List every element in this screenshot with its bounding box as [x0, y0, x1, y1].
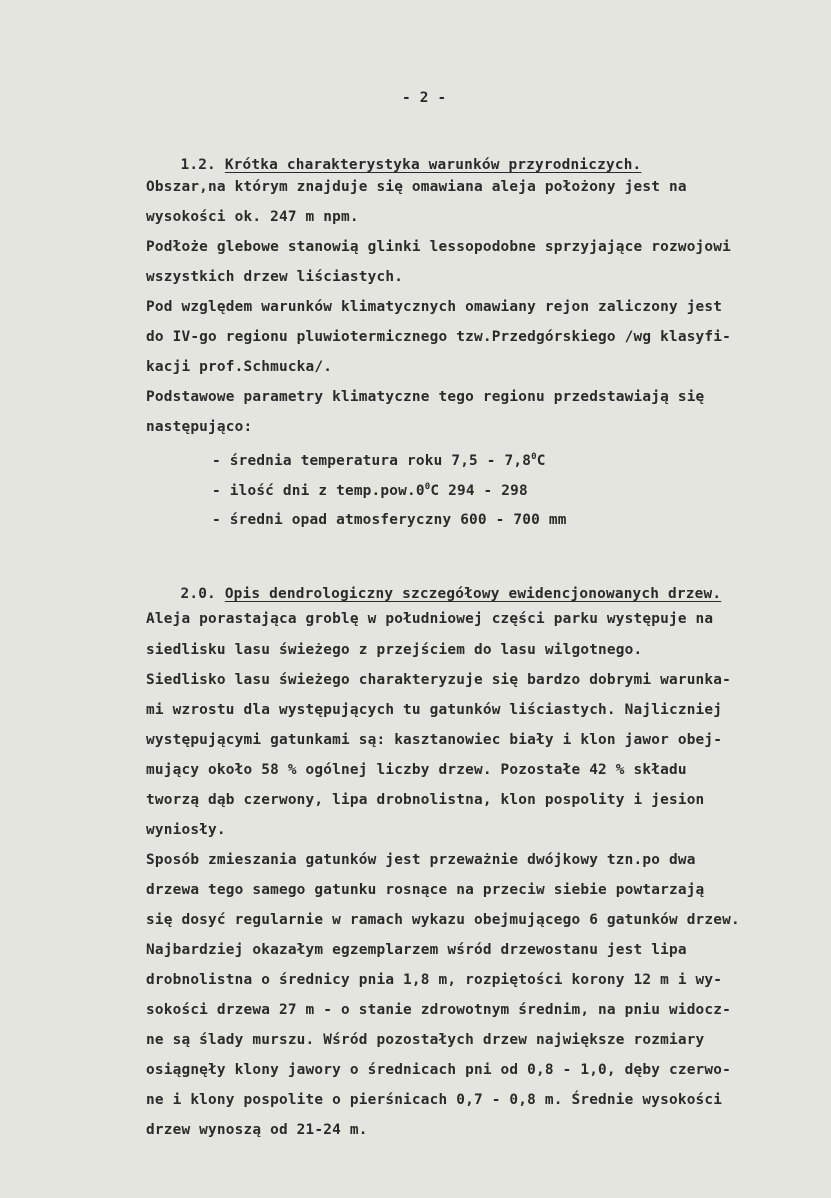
paragraph-line: Podłoże glebowe stanowią glinki lessopodobne sprzyjające rozwojowi: [146, 239, 732, 255]
paragraph-line: sokości drzewa 27 m - o stanie zdrowotnym średnim, na pniu widocz-: [146, 1002, 732, 1018]
section-number: 1.2.: [180, 157, 216, 174]
paragraph-line: wysokości ok. 247 m npm.: [146, 209, 359, 225]
section-heading: [145, 573, 721, 616]
paragraph-line: następująco:: [146, 419, 253, 435]
paragraph-line: wszystkich drzew liściastych.: [146, 269, 404, 285]
paragraph-line: tworzą dąb czerwony, lipa drobnolistna, klon pospolity i jesion: [146, 792, 705, 808]
page-number: - 2 -: [402, 90, 447, 106]
paragraph-line: siedlisku lasu świeżego z przejściem do lasu wilgotnego.: [146, 642, 643, 658]
paragraph-line: Pod względem warunków klimatycznych omawiany rejon zaliczony jest: [146, 299, 723, 315]
paragraph-line: ne są ślady murszu. Wśród pozostałych drzew największe rozmiary: [146, 1032, 705, 1048]
paragraph-line: Obszar,na którym znajduje się omawiana aleja położony jest na: [146, 179, 687, 195]
section-title: Opis dendrologiczny szczegółowy ewidencjonowanych drzew.: [224, 586, 722, 603]
paragraph-line: Podstawowe parametry klimatyczne tego regionu przedstawiają się: [146, 389, 705, 405]
paragraph-line: drzewa tego samego gatunku rosnące na przeciw siebie powtarzają: [146, 882, 705, 898]
paragraph-line: się dosyć regularnie w ramach wykazu obejmującego 6 gatunków drzew.: [146, 912, 740, 928]
paragraph-line: do IV-go regionu pluwiotermicznego tzw.Przedgórskiego /wg klasyfi-: [146, 329, 732, 345]
list-item: - średni opad atmosferyczny 600 - 700 mm: [212, 512, 567, 528]
paragraph-line: drzew wynoszą od 21-24 m.: [146, 1122, 368, 1138]
paragraph-line: Sposób zmieszania gatunków jest przeważnie dwójkowy tzn.po dwa: [146, 852, 696, 868]
paragraph-line: mujący około 58 % ogólnej liczby drzew. Pozostałe 42 % składu: [146, 762, 687, 778]
paragraph-line: wyniosły.: [146, 822, 226, 838]
paragraph-line: mi wzrostu dla występujących tu gatunków liściastych. Najliczniej: [146, 702, 723, 718]
paragraph-line: osiągnęły klony jawory o średnicach pni od 0,8 - 1,0, dęby czerwo-: [146, 1062, 732, 1078]
paragraph-line: ne i klony pospolite o pierśnicach 0,7 - 0,8 m. Średnie wysokości: [146, 1092, 723, 1108]
list-item: - średnia temperatura roku $7,5 - 7,8^0C$: [212, 452, 546, 469]
paragraph-line: kacji prof.Schmucka/.: [146, 359, 333, 375]
paragraph-line: drobnolistna o średnicy pnia 1,8 m, rozpiętości korony 12 m i wy-: [146, 972, 723, 988]
paragraph-line: Aleja porastająca groblę w południowej części parku występuje na: [146, 611, 714, 627]
list-item: - ilość dni z $temp.pow.0^0C$ 294 - 298: [212, 482, 528, 499]
section-number: 2.0.: [180, 586, 216, 603]
paragraph-line: Siedlisko lasu świeżego charakteryzuje się bardzo dobrymi warunka-: [146, 672, 732, 688]
paragraph-line: występującymi gatunkami są: kasztanowiec biały i klon jawor obej-: [146, 732, 723, 748]
paragraph-line: Najbardziej okazałym egzemplarzem wśród drzewostanu jest lipa: [146, 942, 687, 958]
section-title: Krótka charakterystyka warunków przyrodniczych.: [224, 157, 642, 174]
